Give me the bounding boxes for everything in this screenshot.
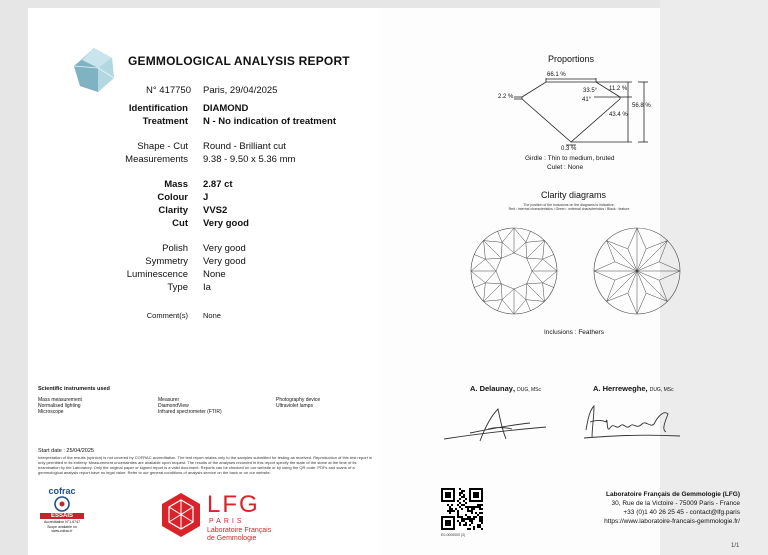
clarity-note-2: Red : internal characteristics / Green : external characteristics / Black : feature <box>508 207 630 211</box>
qr-caption: E0-0000000 (2) <box>441 533 466 537</box>
crown-height: 11.2 % <box>609 86 628 92</box>
instrument-item: Mass measurement <box>38 397 82 403</box>
girdle-description: Girdle : Thin to medium, bruted <box>525 155 615 162</box>
field-label: Treatment <box>142 116 188 127</box>
field-label: Symmetry <box>145 256 188 267</box>
field-value: Round - Brilliant cut <box>203 141 286 152</box>
disclaimer-text: Interpretation of the results (opinion) is not covered by COFRAC accreditation. The test report relates only to the samples submitted for testing as received. Reproduction of this test report is only permitted in its entirety. Measurement uncertainties are available upon request. The results of the analyses recorded in this report specify the state of the stone at the time of its examination by the Laboratory. Only the original paper or signed report is a valid document. Reports can be checked on our website or by using the QR code. PDFs and scans of a gemmological analysis report have no legal value. Refer to our general conditions of analysis service on the back or on our website. <box>38 455 372 475</box>
instrument-item: Photography device <box>276 397 321 403</box>
field-label: Polish <box>162 243 188 254</box>
field-value: N - No indication of treatment <box>203 116 336 127</box>
total-depth: 56.8 % <box>632 103 651 109</box>
field-value: 2.87 ct <box>203 179 233 190</box>
lab-contact: +33 (0)1 40 26 25 45 - contact@lfg.paris <box>623 509 740 516</box>
field-label: Identification <box>128 103 188 114</box>
instruments-column-3 <box>276 397 320 409</box>
signature-delaunay-icon <box>440 405 550 445</box>
instrument-item: Ultraviolet lamps <box>276 403 313 409</box>
field-value: VVS2 <box>203 205 228 216</box>
field-label: Measurements <box>125 154 188 165</box>
field-label: Cut <box>172 218 188 229</box>
field-label: Colour <box>157 192 188 203</box>
report-title: GEMMOLOGICAL ANALYSIS REPORT <box>128 54 350 68</box>
crown-view-diagram-icon <box>469 226 559 316</box>
signature-name-2: A. Herreweghe, DUG, MSc <box>593 384 674 393</box>
culet-description: Culet : None <box>547 164 584 171</box>
field-value: Very good <box>203 243 246 254</box>
instruments-column-1 <box>38 397 82 415</box>
cofrac-essais: ESSAIS <box>40 513 84 519</box>
proportions-diagram-icon <box>494 70 654 152</box>
table-percent: 66.1 % <box>547 72 566 78</box>
page-number: 1/1 <box>731 543 740 549</box>
field-value: Very good <box>203 218 249 229</box>
start-date: Start date : 25/04/2025 <box>38 448 94 454</box>
lfg-line1: Laboratoire Français <box>207 527 272 534</box>
field-value: DIAMOND <box>203 103 249 114</box>
field-value: 9.38 - 9.50 x 5.36 mm <box>203 154 296 165</box>
clarity-note-1: The position of the inclusions on the diagrams is indicative. <box>523 203 615 207</box>
report-date: Paris, 29/04/2025 <box>203 85 278 96</box>
field-label: Mass <box>164 179 188 190</box>
instruments-column-2 <box>158 397 222 415</box>
field-value: None <box>203 311 221 320</box>
instruments-heading: Scientific instruments used <box>38 386 110 392</box>
culet-percent: 0.3 % <box>561 146 577 152</box>
cofrac-accreditation: Accréditation N°1-6747 <box>43 520 81 524</box>
signature-name-1: A. Delaunay, DUG, MSc <box>470 384 541 393</box>
instrument-item: Microscope <box>38 409 64 415</box>
instrument-item: Measurer <box>158 397 180 403</box>
lab-website[interactable]: https://www.laboratoire-francais-gemmologie.fr/ <box>604 518 740 525</box>
cofrac-site: www.cofrac.fr <box>51 529 73 533</box>
field-label: Clarity <box>158 205 188 216</box>
field-label: Type <box>167 282 188 293</box>
field-value: J <box>203 192 209 203</box>
report-number: N° 417750 <box>146 85 191 96</box>
lfg-line2: de Gemmologie <box>207 535 257 542</box>
lab-address <box>540 490 740 526</box>
pavilion-view-diagram-icon <box>592 226 682 316</box>
signature-herreweghe-icon <box>580 400 690 445</box>
lfg-name: LFG <box>207 491 260 518</box>
cofrac-scope: Scope available on <box>47 524 77 529</box>
lab-street: 30, Rue de la Victoire - 75009 Paris - France <box>611 500 740 507</box>
field-value: Very good <box>203 256 246 267</box>
proportions-title: Proportions <box>548 54 595 64</box>
pavilion-depth: 43.4 % <box>609 112 628 118</box>
field-label: Luminescence <box>126 269 188 280</box>
field-value: Ia <box>203 282 211 293</box>
lfg-city: PARIS <box>209 518 245 525</box>
gem-logo-icon <box>70 46 118 94</box>
clarity-title: Clarity diagrams <box>541 190 607 200</box>
girdle-percent: 2.2 % <box>498 94 514 100</box>
crown-angle: 33.5° <box>583 88 598 94</box>
inclusions-text: Inclusions : Feathers <box>544 329 604 336</box>
cofrac-name: cofrac <box>48 486 76 496</box>
instrument-item: Infrared spectrometer (FTIR) <box>158 409 222 415</box>
qr-code-icon[interactable] <box>441 488 483 530</box>
instrument-item: DiamondView <box>158 403 189 409</box>
lfg-gem-logo-icon <box>160 492 202 538</box>
instrument-item: Normalised lighting <box>38 403 81 409</box>
cofrac-emblem-icon <box>51 496 73 512</box>
lab-name: Laboratoire Français de Gemmologie (LFG) <box>606 491 740 498</box>
cofrac-logo <box>40 486 84 546</box>
field-label: Shape - Cut <box>137 141 188 152</box>
pavilion-angle: 41° <box>582 97 592 103</box>
field-label: Comment(s) <box>146 311 188 320</box>
field-value: None <box>203 269 226 280</box>
